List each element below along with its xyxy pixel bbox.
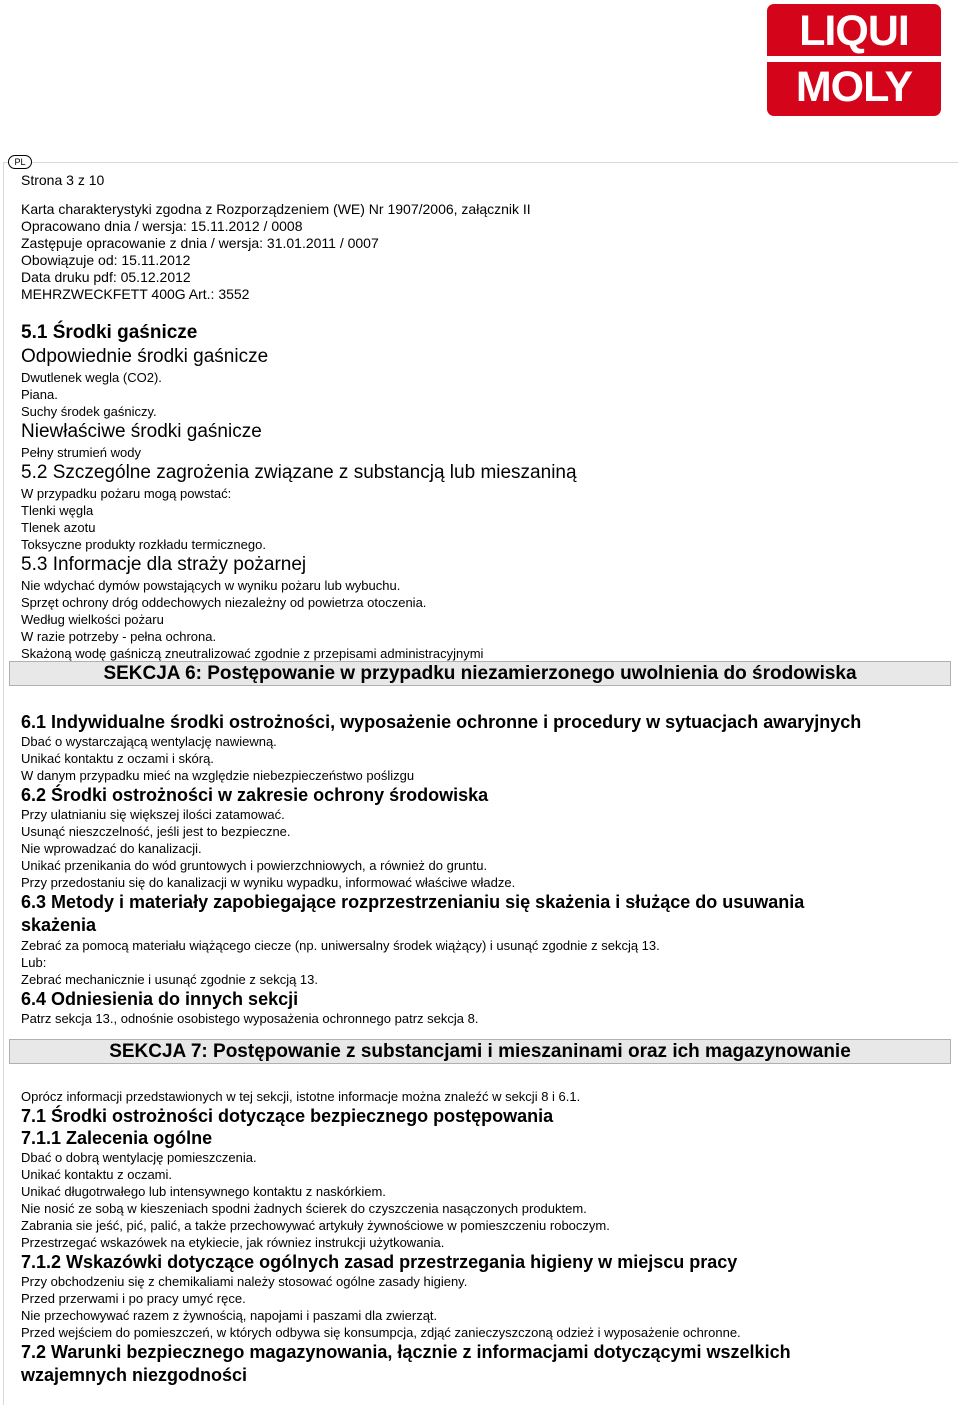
logo-word-2: MOLY [795, 63, 913, 111]
section-7-bar: SEKCJA 7: Postępowanie z substancjami i mieszaninami oraz ich magazynowanie [9, 1039, 951, 1064]
heading-7-1-2: 7.1.2 Wskazówki dotyczące ogólnych zasad przestrzegania higieny w miejscu pracy [21, 1252, 738, 1272]
heading-5-3: 5.3 Informacje dla straży pożarnej [21, 554, 307, 575]
text-line: W razie potrzeby - pełna ochrona. [21, 629, 217, 644]
text-line: W danym przypadku mieć na względzie niebezpieczeństwo poślizgu [21, 768, 415, 783]
text-line: Nie wprowadzać do kanalizacji. [21, 841, 202, 856]
section-6-bar: SEKCJA 6: Postępowanie w przypadku niezamierzonego uwolnienia do środowiska [9, 661, 951, 686]
heading-6-3 [21, 891, 946, 937]
text-line: Skażoną wodę gaśniczą zneutralizować zgodnie z przepisami administracyjnymi [21, 646, 484, 661]
logo-word-1: LIQUI [799, 7, 909, 55]
text-line: Przy obchodzeniu się z chemikaliami należy stosować ogólne zasady higieny. [21, 1274, 468, 1289]
section-6-content [21, 711, 946, 1027]
text-line: W przypadku pożaru mogą powstać: [21, 486, 232, 501]
logo-band [767, 56, 941, 62]
language-badge: PL [8, 155, 32, 169]
text-line: Przy przedostaniu się do kanalizacji w wyniku wypadku, informować właściwe władze. [21, 875, 516, 890]
text-line: Tlenek azotu [21, 520, 96, 535]
header-line: Opracowano dnia / wersja: 15.11.2012 / 0008 [21, 218, 303, 234]
text-line: Unikać kontaktu z oczami i skórą. [21, 751, 214, 766]
text-line: Unikać kontaktu z oczami. [21, 1167, 173, 1182]
heading-6-3-line-2: skażenia [21, 915, 97, 935]
text-line: Nie przechowywać razem z żywnością, napojami i paszami dla zwierząt. [21, 1308, 438, 1323]
section-7-content [21, 1088, 946, 1387]
text-line: Zabrania sie jeść, pić, palić, a także przechowywać artykuły żywnościowe w pomieszczeniu roboczym. [21, 1218, 610, 1233]
header-line: Data druku pdf: 05.12.2012 [21, 269, 191, 285]
heading-7-2-line-1: 7.2 Warunki bezpiecznego magazynowania, łącznie z informacjami dotyczącymi wszelkich [21, 1342, 791, 1362]
text-line: Nie nosić ze sobą w kieszeniach spodni żadnych ścierek do czyszczenia nasączonych produktem. [21, 1201, 587, 1216]
subheading-suitable-media: Odpowiednie środki gaśnicze [21, 346, 269, 367]
heading-7-1: 7.1 Środki ostrożności dotyczące bezpiecznego postępowania [21, 1106, 554, 1126]
liqui-moly-logo [767, 4, 941, 116]
text-line: Usunąć nieszczelność, jeśli jest to bezpieczne. [21, 824, 291, 839]
page-number: Strona 3 z 10 [21, 172, 105, 188]
document-header [21, 201, 946, 303]
text-line: Przed przerwami i po pracy umyć ręce. [21, 1291, 246, 1306]
text-line: Dbać o dobrą wentylację pomieszczenia. [21, 1150, 257, 1165]
header-line: Karta charakterystyki zgodna z Rozporządzeniem (WE) Nr 1907/2006, załącznik II [21, 201, 531, 217]
section-7-intro: Oprócz informacji przedstawionych w tej sekcji, istotne informacje można znaleźć w sekcji 8 i 6.1. [21, 1089, 581, 1104]
text-line: Przy ulatnianiu się większej ilości zatamować. [21, 807, 285, 822]
text-line: Dwutlenek wegla (CO2). [21, 370, 162, 385]
heading-6-1: 6.1 Indywidualne środki ostrożności, wyposażenie ochronne i procedury w sytuacjach awaryjnych [21, 712, 862, 732]
text-line: Nie wdychać dymów powstających w wyniku pożaru lub wybuchu. [21, 578, 401, 593]
header-line: Zastępuje opracowanie z dnia / wersja: 31.01.2011 / 0007 [21, 235, 379, 251]
heading-6-4: 6.4 Odniesienia do innych sekcji [21, 989, 299, 1009]
text-line: Sprzęt ochrony dróg oddechowych niezależny od powietrza otoczenia. [21, 595, 427, 610]
heading-6-2: 6.2 Środki ostrożności w zakresie ochrony środowiska [21, 785, 489, 805]
text-line: Według wielkości pożaru [21, 612, 164, 627]
heading-7-2-line-2: wzajemnych niezgodności [21, 1365, 248, 1385]
header-line: MEHRZWECKFETT 400G Art.: 3552 [21, 286, 250, 302]
text-line: Zebrać mechanicznie i usunąć zgodnie z sekcją 13. [21, 972, 318, 987]
heading-7-2 [21, 1341, 946, 1387]
heading-5-1: 5.1 Środki gaśnicze [21, 322, 198, 343]
text-line: Lub: [21, 955, 47, 970]
heading-7-1-1: 7.1.1 Zalecenia ogólne [21, 1128, 213, 1148]
text-line: Unikać długotrwałego lub intensywnego kontaktu z naskórkiem. [21, 1184, 386, 1199]
heading-6-3-line-1: 6.3 Metody i materiały zapobiegające rozprzestrzenianiu się skażenia i służące do usuwania [21, 892, 805, 912]
header-line: Obowiązuje od: 15.11.2012 [21, 252, 191, 268]
text-line: Przed wejściem do pomieszczeń, w których odbywa się konsumpcja, zdjąć zanieczyszczoną odzież i wyposażenie ochronne. [21, 1325, 741, 1340]
text-line: Przestrzegać wskazówek na etykiecie, jak równiez instrukcji użytkowania. [21, 1235, 445, 1250]
text-line: Pełny strumień wody [21, 445, 141, 460]
text-line: Zebrać za pomocą materiału wiążącego ciecze (np. uniwersalny środek wiążący) i usunąć zgodnie z sekcją 13. [21, 938, 660, 953]
text-line: Piana. [21, 387, 58, 402]
text-line: Patrz sekcja 13., odnośnie osobistego wyposażenia ochronnego patrz sekcja 8. [21, 1011, 479, 1026]
subheading-unsuitable-media: Niewłaściwe środki gaśnicze [21, 421, 262, 442]
text-line: Dbać o wystarczającą wentylację nawiewną. [21, 734, 277, 749]
text-line: Suchy środek gaśniczy. [21, 404, 157, 419]
text-line: Unikać przenikania do wód gruntowych i powierzchniowych, a również do gruntu. [21, 858, 488, 873]
text-line: Toksyczne produkty rozkładu termicznego. [21, 537, 266, 552]
heading-5-2: 5.2 Szczególne zagrożenia związane z substancją lub mieszaniną [21, 462, 577, 483]
document-content [21, 172, 946, 662]
text-line: Tlenki węgla [21, 503, 94, 518]
